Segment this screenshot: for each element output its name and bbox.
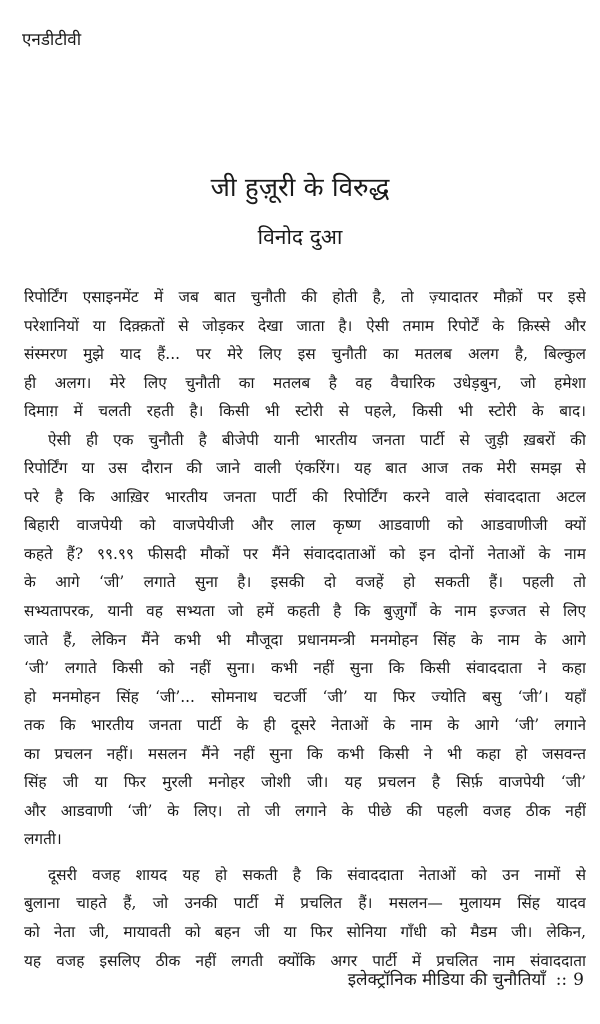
body-line: सिंह जी या फिर मुरली मनोहर जोशी जी। यह प्रचलन है सिर्फ़ वाजपेयी ‘जी’: [24, 773, 586, 792]
body-line: के आगे ‘जी’ लगाते सुना है। इसकी दो वजहें हो सकती हैं। पहली तो: [24, 573, 586, 592]
footer-separator: ::: [555, 970, 568, 990]
page-number: 9: [573, 970, 584, 990]
body-line: और आडवाणी ‘जी’ के लिए। तो जी लगाने के पीछे की पहली वजह ठीक नहीं: [24, 801, 586, 820]
body-line: संस्मरण मुझे याद हैं... पर मेरे लिए इस चुनौती का मतलब अलग है, बिल्कुल: [24, 345, 586, 364]
body-line: ऐसी ही एक चुनौती है बीजेपी यानी भारतीय जनता पार्टी से जुड़ी ख़बरों की: [48, 430, 586, 449]
body-line: यह वजह इसलिए ठीक नहीं लगती क्योंकि अगर पार्टी में प्रचलित नाम संवाददाता: [24, 951, 586, 970]
article-body: [24, 283, 586, 975]
body-line: का प्रचलन नहीं। मसलन मैंने नहीं सुना कि कभी किसी ने भी कहा हो जसवन्त: [24, 744, 586, 763]
paragraph-gap: [24, 854, 586, 861]
body-line: जाते हैं, लेकिन मैंने कभी भी मौजूदा प्रधानमन्त्री मनमोहन सिंह के नाम के आगे: [24, 630, 586, 649]
body-line: बिहारी वाजपेयी को वाजपेयीजी और लाल कृष्ण आडवाणी को आडवाणीजी क्यों: [24, 516, 586, 535]
body-line: बुलाना चाहते हैं, जो उनकी पार्टी में प्रचलित हैं। मसलन— मुलायम सिंह यादव: [24, 894, 586, 913]
article-author: विनोद दुआ: [257, 225, 343, 249]
body-line: रिपोर्टिंग एसाइनमेंट में जब बात चुनौती की होती है, तो ज़्यादातर मौक़ों पर इसे: [24, 288, 586, 306]
body-line: हो मनमोहन सिंह ‘जी’... सोमनाथ चटर्जी ‘जी’ या फिर ज्योति बसु ‘जी’। यहाँ: [24, 687, 586, 706]
body-line: तक कि भारतीय जनता पार्टी के ही दूसरे नेताओं के नाम के आगे ‘जी’ लगाने: [24, 716, 586, 735]
body-line: रिपोर्टिंग या उस दौरान की जाने वाली एंकरिंग। यह बात आज तक मेरी समझ से: [24, 459, 586, 478]
body-line: परे है कि आख़िर भारतीय जनता पार्टी की रिपोर्टिंग करने वाले संवाददाता अटल: [24, 487, 586, 506]
footer-book-title: इलेक्ट्रॉनिक मीडिया की चुनौतियाँ: [347, 970, 546, 990]
body-line: को नेता जी, मायावती को बहन जी या फिर सोनिया गाँधी को मैडम जी। लेकिन,: [24, 923, 586, 942]
body-line: लगती।: [24, 830, 62, 849]
body-line: दूसरी वजह शायद यह हो सकती है कि संवाददाता नेताओं को उन नामों से: [48, 865, 586, 884]
body-line: दिमाग़ में चलती रहती है। किसी भी स्टोरी से पहले, किसी भी स्टोरी के बाद।: [24, 402, 586, 421]
body-line: कहते हैं? ९९.९९ फीसदी मौकों पर मैंने संवाददाताओं को इन दोनों नेताओं के नाम: [24, 544, 586, 563]
running-head: एनडीटीवी: [22, 30, 82, 50]
body-line: सभ्यतापरक, यानी वह सभ्यता जो हमें कहती है कि बुज़ुर्गों के नाम इज्जत से लिए: [24, 602, 586, 621]
article-title: जी हुज़ूरी के विरुद्ध: [210, 173, 390, 203]
body-line: ही अलग। मेरे लिए चुनौती का मतलब है वह वैचारिक उधेड़बुन, जो हमेशा: [24, 373, 586, 392]
body-line: परेशानियों या दिक़्क़तों से जोड़कर देखा जाता है। ऐसी तमाम रिपोर्टें के क़िस्से और: [24, 316, 586, 335]
page-footer: [348, 969, 584, 991]
body-line: ‘जी’ लगाते किसी को नहीं सुना। कभी नहीं सुना कि किसी संवाददाता ने कहा: [24, 659, 586, 678]
